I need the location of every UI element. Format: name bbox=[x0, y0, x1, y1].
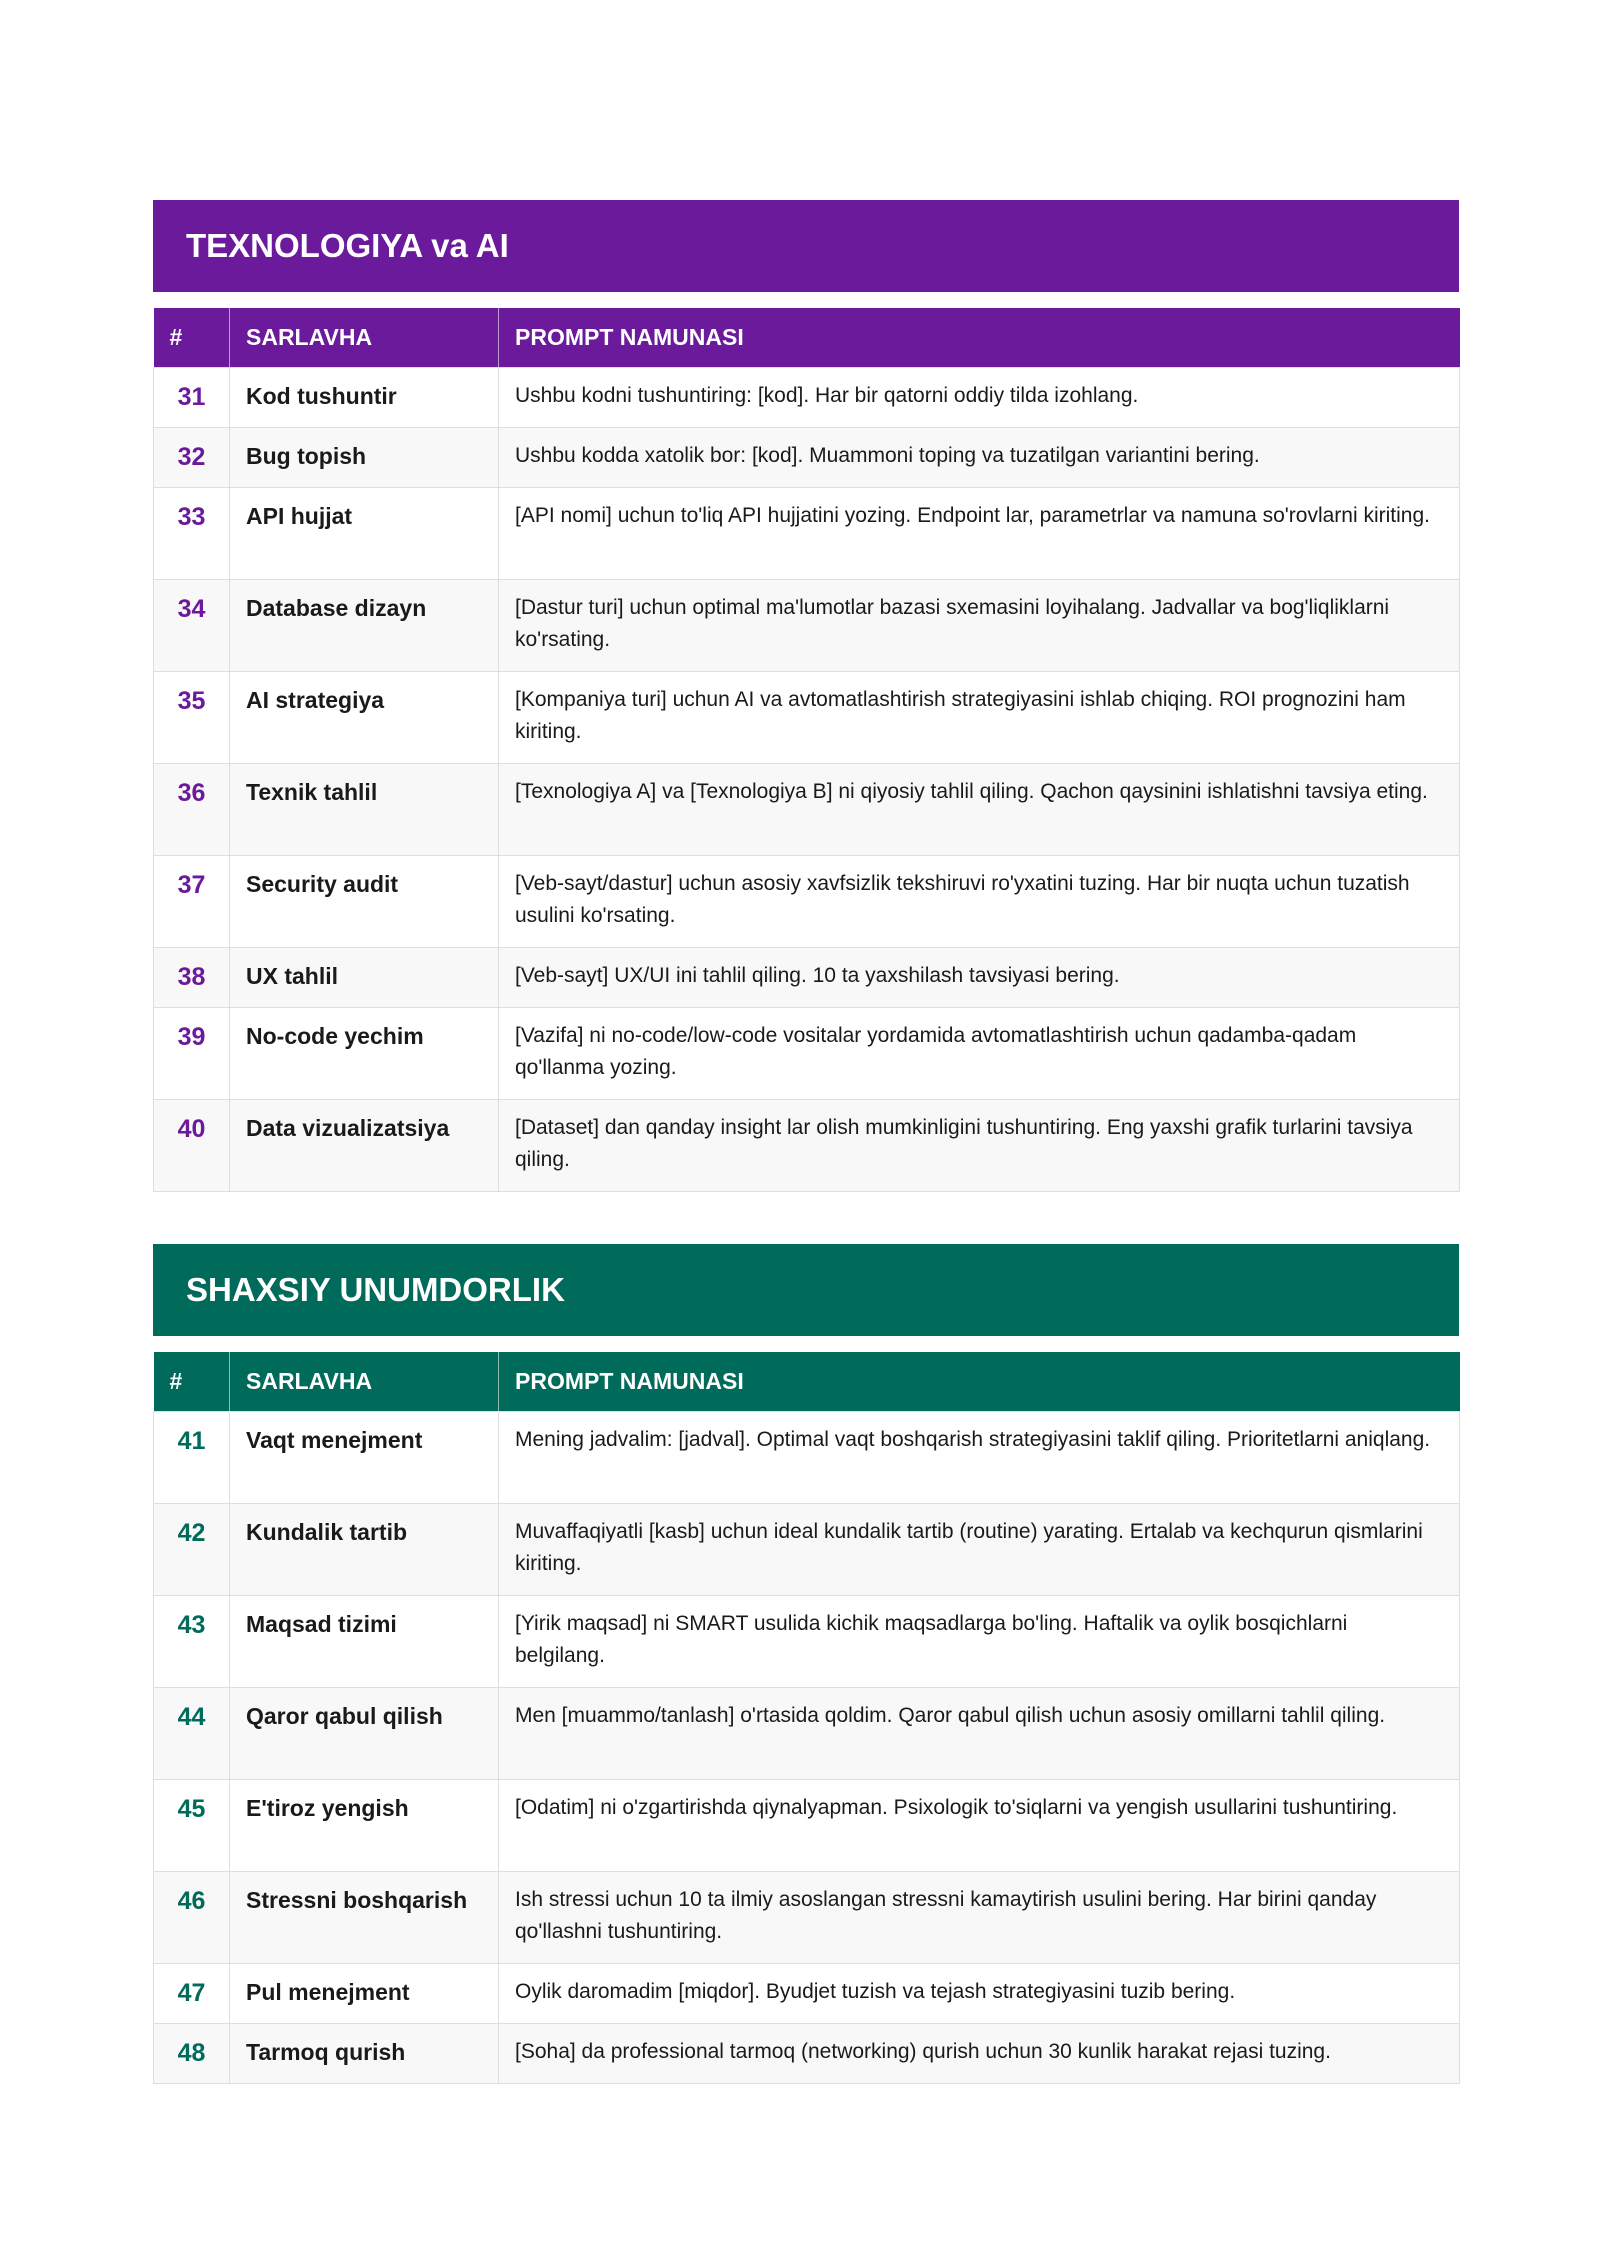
row-number: 43 bbox=[154, 1595, 230, 1687]
prompt-table bbox=[153, 308, 1460, 1192]
row-title: Bug topish bbox=[230, 427, 499, 487]
table-row bbox=[154, 1963, 1460, 2023]
row-number: 39 bbox=[154, 1007, 230, 1099]
row-prompt: [API nomi] uchun to'liq API hujjatini yozing. Endpoint lar, parametrlar va namuna so'rovlarni kiriting. bbox=[499, 487, 1460, 579]
row-title: API hujjat bbox=[230, 487, 499, 579]
table-row bbox=[154, 947, 1460, 1007]
column-header-title: SARLAVHA bbox=[230, 308, 499, 367]
row-prompt: [Dastur turi] uchun optimal ma'lumotlar bazasi sxemasini loyihalang. Jadvallar va bog'liqliklarni ko'rsating. bbox=[499, 579, 1460, 671]
row-prompt: [Veb-sayt/dastur] uchun asosiy xavfsizlik tekshiruvi ro'yxatini tuzing. Har bir nuqta uchun tuzatish usulini ko'rsating. bbox=[499, 855, 1460, 947]
row-number: 36 bbox=[154, 763, 230, 855]
table-row bbox=[154, 2023, 1460, 2083]
row-title: Maqsad tizimi bbox=[230, 1595, 499, 1687]
row-title: Stressni boshqarish bbox=[230, 1871, 499, 1963]
section-banner bbox=[153, 1244, 1459, 1336]
column-header-prompt: PROMPT NAMUNASI bbox=[499, 308, 1460, 367]
row-title: E'tiroz yengish bbox=[230, 1779, 499, 1871]
row-prompt: Muvaffaqiyatli [kasb] uchun ideal kundalik tartib (routine) yarating. Ertalab va kechqurun qismlarini kiriting. bbox=[499, 1503, 1460, 1595]
row-title: Data vizualizatsiya bbox=[230, 1099, 499, 1191]
row-prompt: [Kompaniya turi] uchun AI va avtomatlashtirish strategiyasini ishlab chiqing. ROI prognozini ham kiriting. bbox=[499, 671, 1460, 763]
row-title: Tarmoq qurish bbox=[230, 2023, 499, 2083]
row-prompt: [Soha] da professional tarmoq (networking) qurish uchun 30 kunlik harakat rejasi tuzing. bbox=[499, 2023, 1460, 2083]
row-prompt: [Vazifa] ni no-code/low-code vositalar yordamida avtomatlashtirish uchun qadamba-qadam qo'llanma yozing. bbox=[499, 1007, 1460, 1099]
row-title: Pul menejment bbox=[230, 1963, 499, 2023]
table-row bbox=[154, 1007, 1460, 1099]
section-title: TEXNOLOGIYA va AI bbox=[186, 227, 509, 264]
table-row bbox=[154, 763, 1460, 855]
row-prompt: Ish stressi uchun 10 ta ilmiy asoslangan stressni kamaytirish usulini bering. Har birini qanday qo'llashni tushuntiring. bbox=[499, 1871, 1460, 1963]
section-technology-ai bbox=[153, 200, 1459, 1192]
row-number: 45 bbox=[154, 1779, 230, 1871]
section-personal-productivity bbox=[153, 1244, 1459, 2084]
row-prompt: Mening jadvalim: [jadval]. Optimal vaqt boshqarish strategiyasini taklif qiling. Prioritetlarni aniqlang. bbox=[499, 1411, 1460, 1503]
row-prompt: [Yirik maqsad] ni SMART usulida kichik maqsadlarga bo'ling. Haftalik va oylik bosqichlarni belgilang. bbox=[499, 1595, 1460, 1687]
table-row bbox=[154, 1871, 1460, 1963]
row-prompt: Ushbu kodda xatolik bor: [kod]. Muammoni toping va tuzatilgan variantini bering. bbox=[499, 427, 1460, 487]
row-number: 42 bbox=[154, 1503, 230, 1595]
prompt-table bbox=[153, 1352, 1460, 2084]
table-row bbox=[154, 1099, 1460, 1191]
row-title: Vaqt menejment bbox=[230, 1411, 499, 1503]
row-title: Security audit bbox=[230, 855, 499, 947]
row-title: Qaror qabul qilish bbox=[230, 1687, 499, 1779]
column-header-prompt: PROMPT NAMUNASI bbox=[499, 1352, 1460, 1411]
table-header-row bbox=[154, 308, 1460, 367]
table-header-row bbox=[154, 1352, 1460, 1411]
row-number: 35 bbox=[154, 671, 230, 763]
table-row bbox=[154, 1595, 1460, 1687]
table-row bbox=[154, 427, 1460, 487]
section-title: SHAXSIY UNUMDORLIK bbox=[186, 1271, 565, 1308]
table-row bbox=[154, 855, 1460, 947]
row-number: 46 bbox=[154, 1871, 230, 1963]
column-header-title: SARLAVHA bbox=[230, 1352, 499, 1411]
row-number: 41 bbox=[154, 1411, 230, 1503]
row-prompt: Men [muammo/tanlash] o'rtasida qoldim. Qaror qabul qilish uchun asosiy omillarni tahlil qiling. bbox=[499, 1687, 1460, 1779]
row-title: UX tahlil bbox=[230, 947, 499, 1007]
row-title: AI strategiya bbox=[230, 671, 499, 763]
row-number: 38 bbox=[154, 947, 230, 1007]
table-row bbox=[154, 671, 1460, 763]
row-number: 31 bbox=[154, 367, 230, 427]
row-title: No-code yechim bbox=[230, 1007, 499, 1099]
table-row bbox=[154, 1687, 1460, 1779]
row-number: 33 bbox=[154, 487, 230, 579]
row-number: 32 bbox=[154, 427, 230, 487]
table-row bbox=[154, 1779, 1460, 1871]
table-row bbox=[154, 1503, 1460, 1595]
row-prompt: [Veb-sayt] UX/UI ini tahlil qiling. 10 ta yaxshilash tavsiyasi bering. bbox=[499, 947, 1460, 1007]
table-row bbox=[154, 487, 1460, 579]
row-title: Kod tushuntir bbox=[230, 367, 499, 427]
table-row bbox=[154, 1411, 1460, 1503]
row-prompt: Oylik daromadim [miqdor]. Byudjet tuzish va tejash strategiyasini tuzib bering. bbox=[499, 1963, 1460, 2023]
row-title: Kundalik tartib bbox=[230, 1503, 499, 1595]
table-row bbox=[154, 579, 1460, 671]
row-number: 34 bbox=[154, 579, 230, 671]
column-header-number: # bbox=[154, 308, 230, 367]
table-row bbox=[154, 367, 1460, 427]
row-prompt: Ushbu kodni tushuntiring: [kod]. Har bir qatorni oddiy tilda izohlang. bbox=[499, 367, 1460, 427]
row-title: Texnik tahlil bbox=[230, 763, 499, 855]
row-number: 44 bbox=[154, 1687, 230, 1779]
row-prompt: [Odatim] ni o'zgartirishda qiynalyapman. Psixologik to'siqlarni va yengish usullarini tushuntiring. bbox=[499, 1779, 1460, 1871]
row-number: 37 bbox=[154, 855, 230, 947]
row-prompt: [Dataset] dan qanday insight lar olish mumkinligini tushuntiring. Eng yaxshi grafik turlarini tavsiya qiling. bbox=[499, 1099, 1460, 1191]
section-banner bbox=[153, 200, 1459, 292]
column-header-number: # bbox=[154, 1352, 230, 1411]
row-number: 48 bbox=[154, 2023, 230, 2083]
row-number: 40 bbox=[154, 1099, 230, 1191]
row-title: Database dizayn bbox=[230, 579, 499, 671]
row-prompt: [Texnologiya A] va [Texnologiya B] ni qiyosiy tahlil qiling. Qachon qaysinini ishlatishni tavsiya eting. bbox=[499, 763, 1460, 855]
row-number: 47 bbox=[154, 1963, 230, 2023]
